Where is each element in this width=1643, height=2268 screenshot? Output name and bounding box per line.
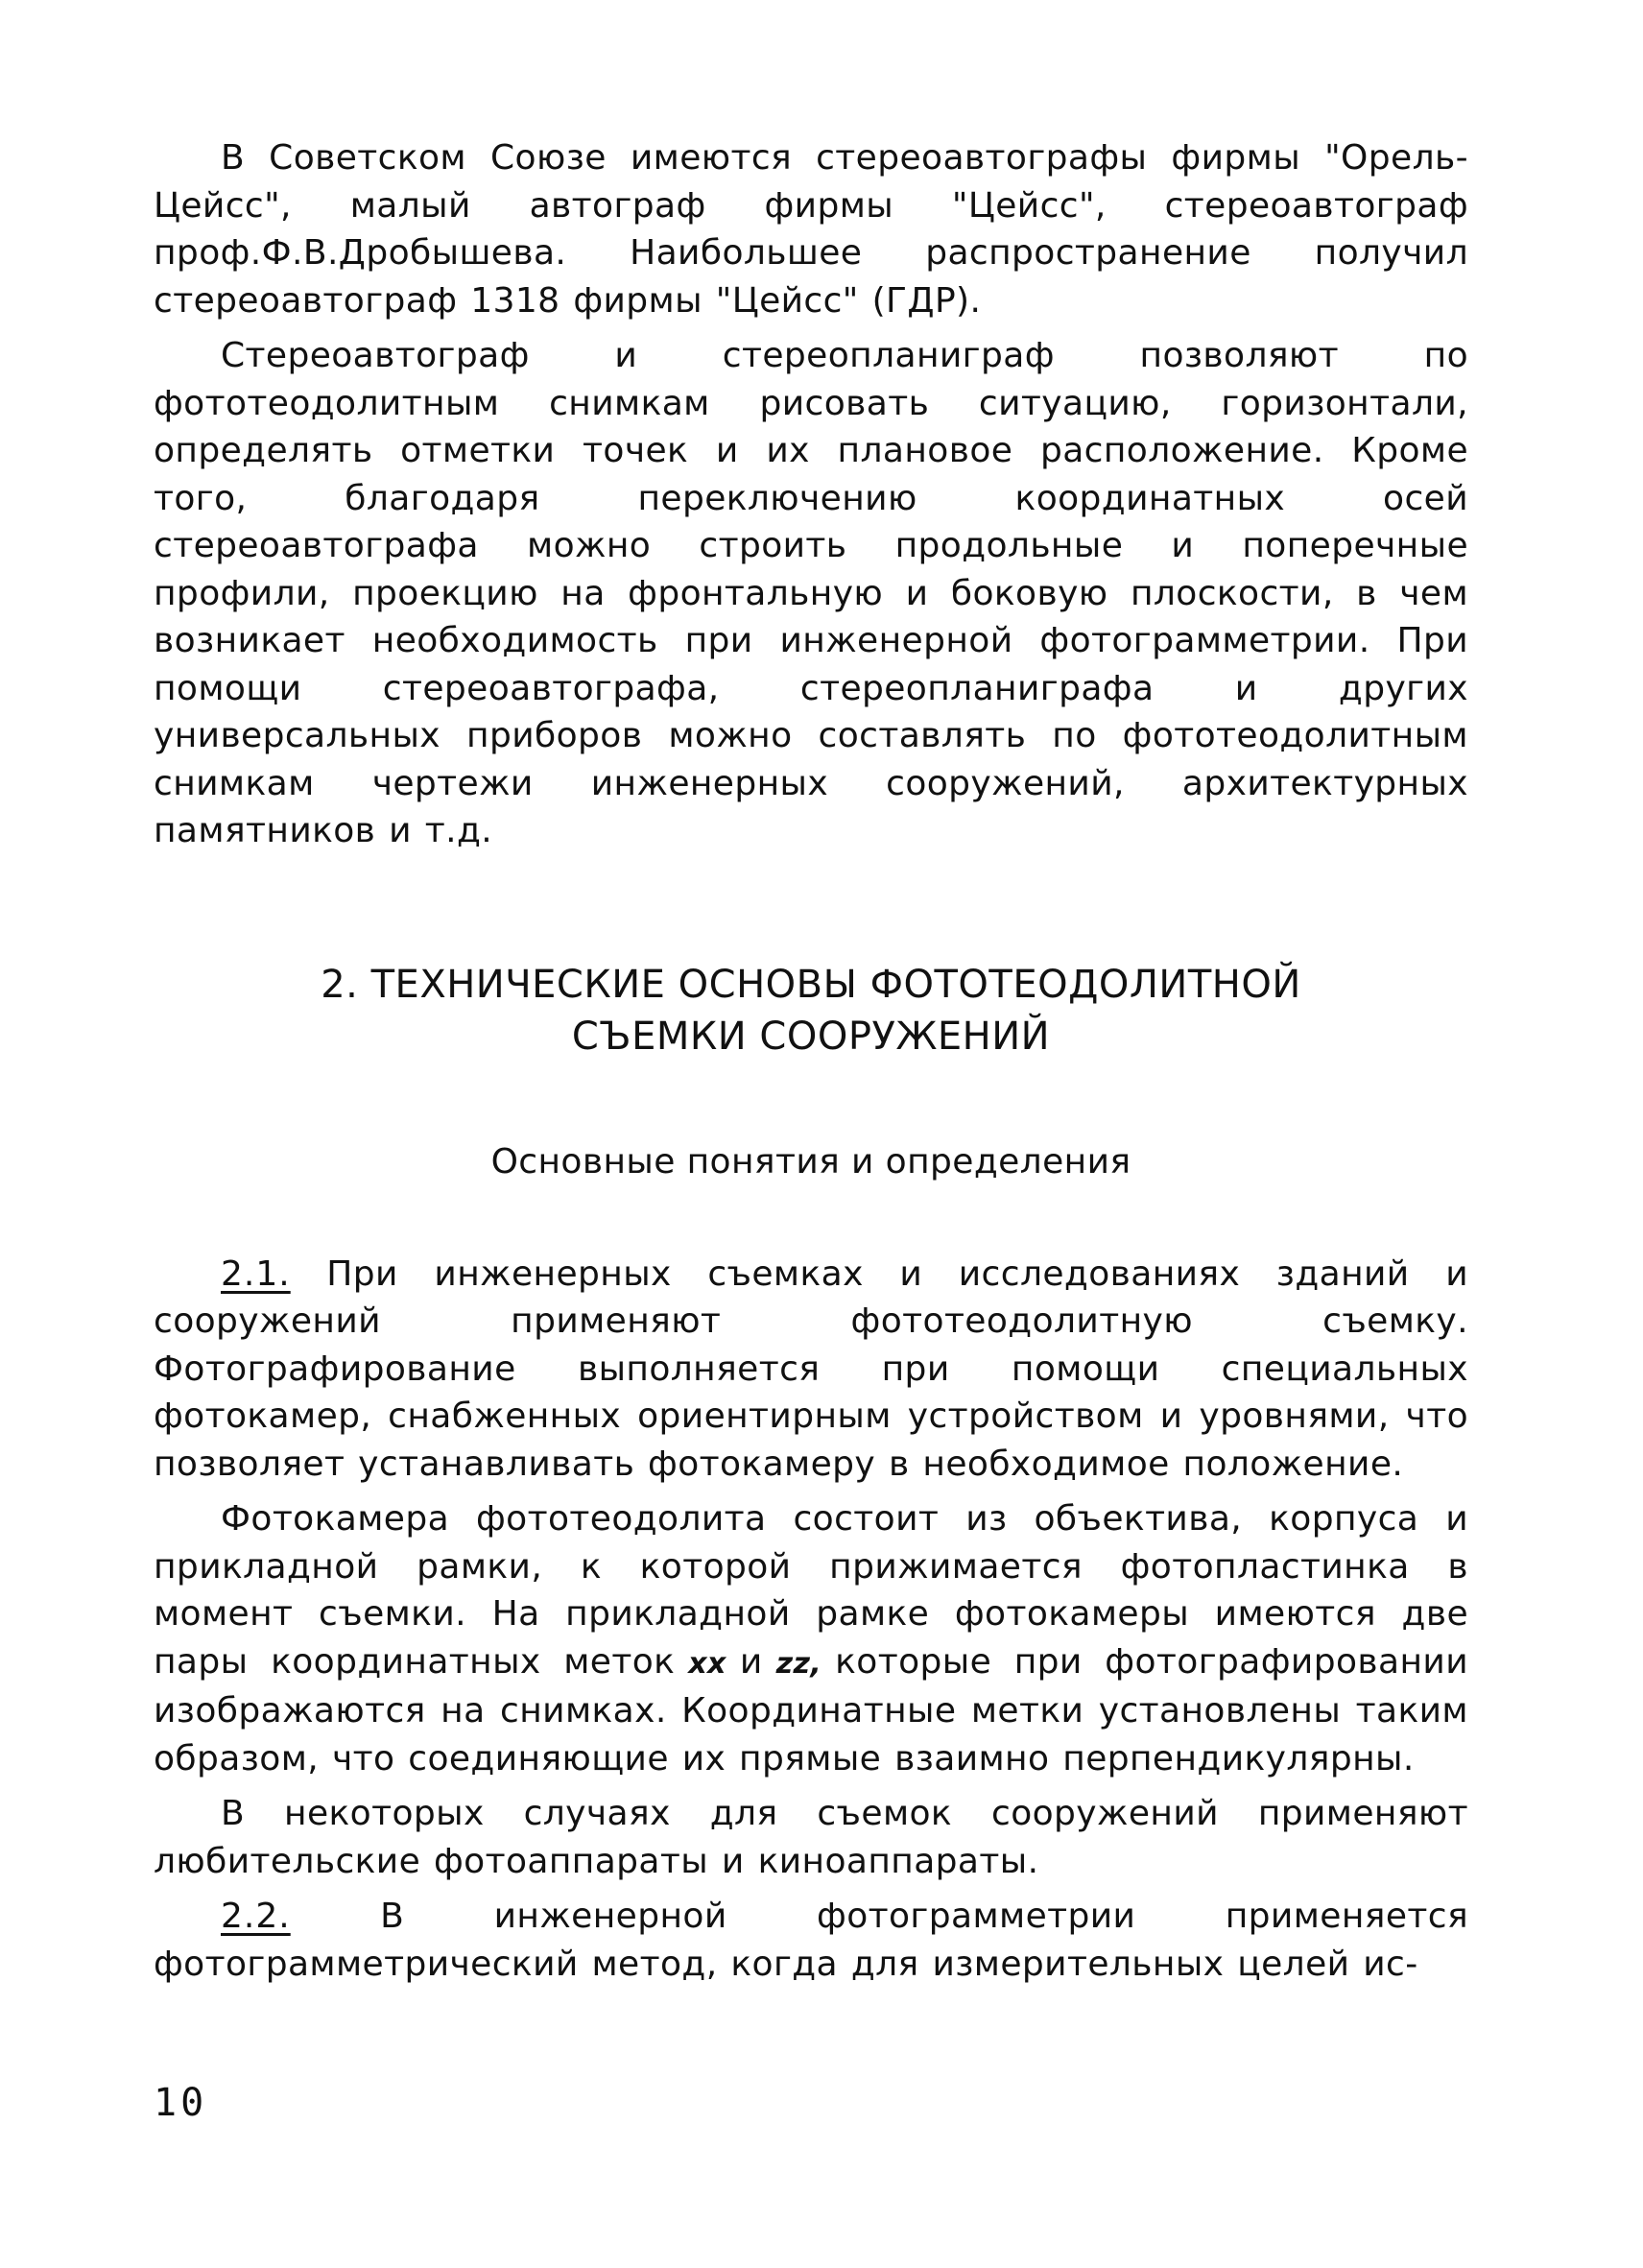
- item-2-1-number: 2.1.: [221, 1253, 291, 1294]
- mark-xx: xx: [688, 1646, 726, 1681]
- section-title: [154, 959, 1468, 1062]
- amateur-paragraph: В некоторых случаях для съемок сооружений применяют любительские фотоаппараты и киноаппараты.: [154, 1794, 1468, 1881]
- camera-paragraph: [154, 1495, 1468, 1782]
- item-2-1-paragraph: [154, 1251, 1468, 1489]
- camera-and: и: [739, 1641, 763, 1682]
- item-2-2-paragraph: [154, 1893, 1468, 1988]
- camera-text-after: которые при фотографировании изображаются на снимках. Координатные метки установлены таким образом, что соединяющие их прямые взаимно перпендикулярны.: [154, 1641, 1468, 1779]
- item-2-2-number: 2.2.: [221, 1897, 291, 1936]
- intro-paragraph-2: Стереоавтограф и стереопланиграф позволяют по фототеодолитным снимкам рисовать ситуацию, горизонтали, определять отметки точек и их плановое расположение. Кроме того, благодаря переключению координатных осей стереоавтографа можно строить продольные и поперечные профили, проекцию на фронтальную и боковую плоскости, в чем возникает необходимость при инженерной фотограмметрии. При помощи стереоавтографа, стереопланиграфа и других универсальных приборов можно составлять по фототеодолитным снимкам чертежи инженерных сооружений, архитектурных памятников и т.д.: [154, 336, 1468, 850]
- item-2-2-text: В инженерной фотограмметрии применяется фотограмметрический метод, когда для измерительных целей ис-: [154, 1897, 1468, 1984]
- item-2-1-text: При инженерных съемках и исследованиях зданий и сооружений применяют фототеодолитную съемку. Фотографирование выполняется при помощи специальных фотокамер, снабженных ориентирным устройством и уровнями, что позволяет устанавливать фотокамеру в необходимое положение.: [154, 1253, 1468, 1484]
- page-number: 10: [154, 2081, 208, 2125]
- section-title-line-2: СЪЕМКИ СООРУЖЕНИЙ: [571, 1014, 1051, 1059]
- section-title-line-1: 2. ТЕХНИЧЕСКИЕ ОСНОВЫ ФОТОТЕОДОЛИТНОЙ: [321, 962, 1301, 1007]
- camera-text-before: Фотокамера фототеодолита состоит из объектива, корпуса и прикладной рамки, к которой прижимается фотопластинка в момент съемки. На прикладной рамке фотокамеры имеются две пары координатных меток: [154, 1499, 1468, 1682]
- intro-paragraph-1: В Советском Союзе имеются стереоавтографы фирмы "Орель-Цейсс", малый автограф фирмы "Цейсс", стереоавтограф проф.Ф.В.Дробышева. Наибольшее распространение получил стереоавтограф 1318 фирмы "Цейсс" (ГДР).: [154, 138, 1468, 321]
- subsection-title: Основные понятия и определения: [490, 1141, 1131, 1182]
- mark-zz: zz,: [775, 1646, 822, 1681]
- document-page: [154, 134, 1468, 2169]
